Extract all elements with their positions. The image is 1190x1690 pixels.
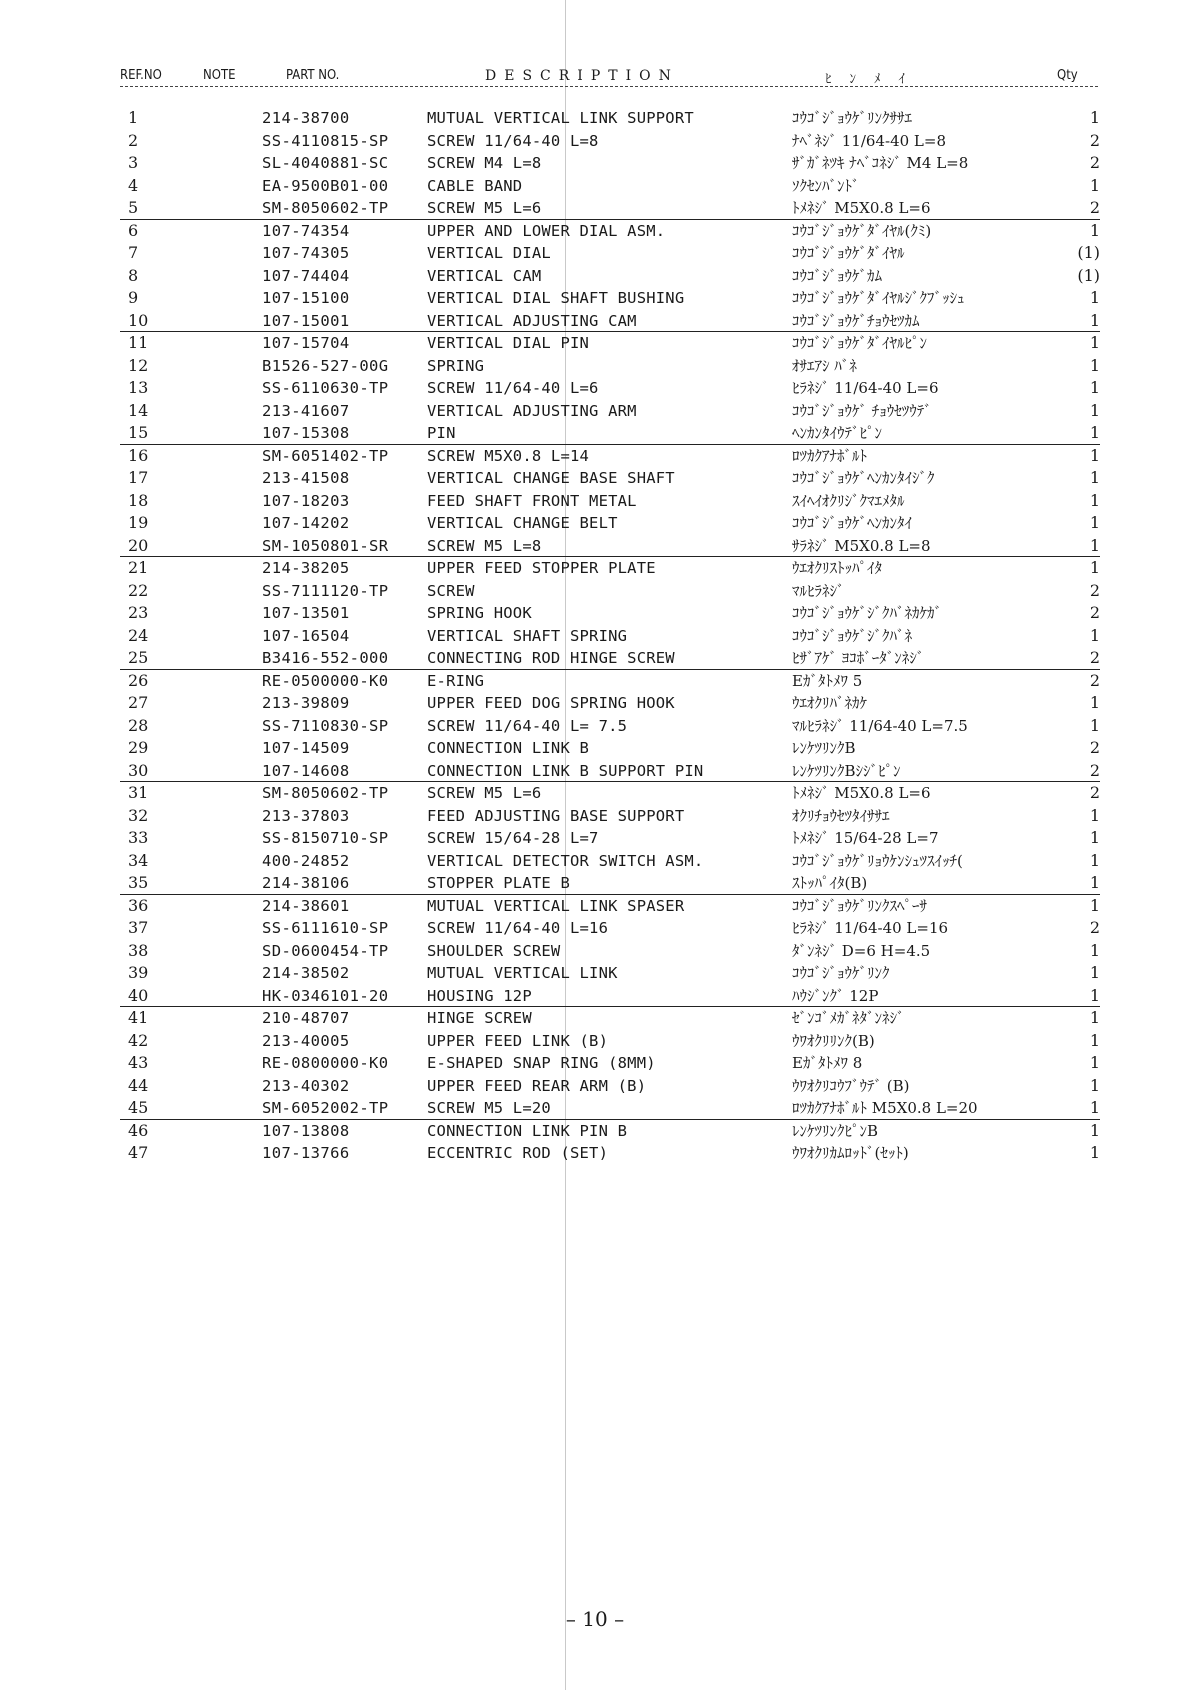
row-description: SCREW M5 L=6 bbox=[427, 199, 542, 217]
row-qty: 1 bbox=[1089, 558, 1100, 577]
row-qty: 1 bbox=[1089, 1120, 1100, 1140]
row-ref-no: 25 bbox=[128, 648, 149, 667]
table-row bbox=[0, 895, 1190, 918]
row-kana-name: ﾛﾂｶｸｱﾅﾎﾞﾙﾄ M5X0.8 L=20 bbox=[792, 1099, 978, 1117]
row-description: UPPER AND LOWER DIAL ASM. bbox=[427, 221, 666, 240]
row-ref-no: 13 bbox=[128, 378, 149, 397]
row-kana-name: ｺｳｺﾞｼﾞｮｳｹﾞ ﾁｮｳｾﾂｳﾃﾞ bbox=[792, 401, 932, 420]
row-kana-name: ﾍﾝｶﾝﾀｲｳﾃﾞﾋﾟﾝ bbox=[792, 424, 883, 442]
row-qty: 1 bbox=[1089, 850, 1100, 870]
row-part-no: 107-15100 bbox=[262, 289, 350, 307]
row-description: VERTICAL SHAFT SPRING bbox=[427, 626, 628, 645]
row-part-no: SM-8050602-TP bbox=[262, 784, 389, 802]
row-qty: 1 bbox=[1089, 220, 1100, 240]
row-ref-no: 44 bbox=[128, 1075, 149, 1095]
table-row bbox=[0, 1142, 1190, 1165]
row-ref-no: 11 bbox=[128, 333, 149, 352]
table-row bbox=[0, 422, 1190, 445]
row-ref-no: 8 bbox=[128, 265, 139, 285]
row-ref-no: 5 bbox=[128, 198, 139, 217]
row-description: VERTICAL CHANGE BELT bbox=[427, 514, 618, 532]
row-part-no: 213-40005 bbox=[262, 1031, 350, 1050]
row-description: ECCENTRIC ROD (SET) bbox=[427, 1144, 609, 1162]
table-row bbox=[0, 287, 1190, 310]
row-kana-name: ｳｴｵｸﾘｽﾄｯﾊﾟｲﾀ bbox=[792, 559, 883, 577]
group-separator bbox=[120, 1006, 1100, 1007]
row-ref-no: 30 bbox=[128, 760, 149, 780]
row-ref-no: 9 bbox=[128, 288, 139, 307]
table-row bbox=[0, 647, 1190, 670]
row-ref-no: 16 bbox=[128, 445, 149, 465]
row-part-no: 107-15308 bbox=[262, 424, 350, 442]
table-row bbox=[0, 760, 1190, 783]
table-row bbox=[0, 1030, 1190, 1053]
table-row bbox=[0, 355, 1190, 378]
row-part-no: 107-74404 bbox=[262, 266, 350, 285]
row-qty: 2 bbox=[1089, 648, 1100, 667]
row-qty: 1 bbox=[1089, 310, 1100, 330]
row-qty: 1 bbox=[1089, 895, 1100, 915]
table-row bbox=[0, 715, 1190, 738]
row-kana-name: ｺｳｺﾞｼﾞｮｳｹﾞﾍﾝｶﾝﾀｲ bbox=[792, 514, 913, 532]
row-description: SCREW 15/64-28 L=7 bbox=[427, 829, 599, 847]
row-kana-name: ｾﾞﾝｺﾞﾒｶﾞﾈﾀﾞﾝﾈｼﾞ bbox=[792, 1009, 905, 1027]
row-kana-name: ｺｳｺﾞｼﾞｮｳｹﾞﾀﾞｲﾔﾙﾋﾟﾝ bbox=[792, 334, 928, 352]
row-description: UPPER FEED REAR ARM (B) bbox=[427, 1076, 647, 1095]
row-description: VERTICAL DIAL bbox=[427, 244, 551, 262]
row-qty: 1 bbox=[1089, 423, 1100, 442]
row-ref-no: 36 bbox=[128, 895, 149, 915]
row-part-no: 107-74354 bbox=[262, 221, 350, 240]
table-row bbox=[0, 175, 1190, 198]
row-kana-name: ﾚﾝｹﾂﾘﾝｸﾋﾟﾝB bbox=[792, 1121, 879, 1140]
row-ref-no: 42 bbox=[128, 1030, 149, 1050]
table-row bbox=[0, 625, 1190, 648]
row-kana-name: ﾋﾗﾈｼﾞ 11/64-40 L=16 bbox=[792, 919, 949, 937]
group-separator bbox=[120, 894, 1100, 895]
row-ref-no: 35 bbox=[128, 873, 149, 892]
row-kana-name: ｺｳｺﾞｼﾞｮｳｹﾞﾘﾝｸｽﾍﾟｰｻ bbox=[792, 896, 928, 915]
row-description: SCREW M5X0.8 L=14 bbox=[427, 446, 590, 465]
row-part-no: 107-16504 bbox=[262, 626, 350, 645]
header-part-no: PART NO. bbox=[286, 68, 340, 83]
row-part-no: 107-14608 bbox=[262, 761, 350, 780]
row-qty: 1 bbox=[1089, 1098, 1100, 1117]
group-separator bbox=[120, 781, 1100, 782]
table-row bbox=[0, 197, 1190, 220]
row-qty: 2 bbox=[1089, 760, 1100, 780]
table-row bbox=[0, 445, 1190, 468]
row-description: HOUSING 12P bbox=[427, 986, 532, 1005]
row-part-no: SL-4040881-SC bbox=[262, 154, 389, 172]
row-qty: 1 bbox=[1089, 175, 1100, 195]
table-row bbox=[0, 107, 1190, 130]
row-part-no: SS-7111120-TP bbox=[262, 581, 389, 600]
row-qty: 1 bbox=[1089, 805, 1100, 825]
table-row bbox=[0, 1052, 1190, 1075]
table-row bbox=[0, 220, 1190, 243]
row-description: SPRING HOOK bbox=[427, 604, 532, 622]
row-kana-name: ｳﾜｵｸﾘﾘﾝｸ(B) bbox=[792, 1031, 875, 1050]
row-ref-no: 46 bbox=[128, 1120, 149, 1140]
row-description: UPPER FEED LINK (B) bbox=[427, 1031, 609, 1050]
group-separator bbox=[120, 669, 1100, 670]
row-part-no: 214-38700 bbox=[262, 109, 350, 127]
row-description: UPPER FEED STOPPER PLATE bbox=[427, 559, 656, 577]
table-row bbox=[0, 917, 1190, 940]
row-description: VERTICAL DETECTOR SWITCH ASM. bbox=[427, 851, 704, 870]
row-part-no: 213-41508 bbox=[262, 469, 350, 487]
row-qty: 1 bbox=[1089, 400, 1100, 420]
row-qty: 1 bbox=[1089, 355, 1100, 375]
row-kana-name: ﾄﾒﾈｼﾞ M5X0.8 L=6 bbox=[792, 199, 931, 217]
row-ref-no: 20 bbox=[128, 535, 149, 555]
row-ref-no: 22 bbox=[128, 580, 149, 600]
row-part-no: EA-9500B01-00 bbox=[262, 176, 389, 195]
table-row bbox=[0, 557, 1190, 580]
table-row bbox=[0, 602, 1190, 625]
row-kana-name: ｳﾜｵｸﾘｶﾑﾛｯﾄﾞ(ｾｯﾄ) bbox=[792, 1144, 909, 1162]
row-kana-name: ｵｸﾘﾁｮｳｾﾂﾀｲｻｻｴ bbox=[792, 806, 890, 825]
row-part-no: SS-6111610-SP bbox=[262, 919, 389, 937]
row-part-no: SM-1050801-SR bbox=[262, 536, 389, 555]
row-description: VERTICAL DIAL SHAFT BUSHING bbox=[427, 289, 685, 307]
row-description: VERTICAL DIAL PIN bbox=[427, 334, 590, 352]
row-kana-name: ﾊｳｼﾞﾝｸﾞ 12P bbox=[792, 986, 879, 1005]
table-row bbox=[0, 490, 1190, 513]
row-part-no: 107-15001 bbox=[262, 311, 350, 330]
row-ref-no: 15 bbox=[128, 423, 149, 442]
row-kana-name: ﾄﾒﾈｼﾞ 15/64-28 L=7 bbox=[792, 829, 939, 847]
row-description: SCREW 11/64-40 L=6 bbox=[427, 379, 599, 397]
table-row bbox=[0, 805, 1190, 828]
row-part-no: RE-0800000-K0 bbox=[262, 1054, 389, 1072]
row-ref-no: 17 bbox=[128, 468, 149, 487]
row-part-no: 107-18203 bbox=[262, 491, 350, 510]
header-kana-name: ﾋﾝﾒｲ bbox=[825, 72, 923, 87]
row-description: SCREW M4 L=8 bbox=[427, 154, 542, 172]
row-ref-no: 3 bbox=[128, 153, 139, 172]
row-part-no: SS-6110630-TP bbox=[262, 379, 389, 397]
row-description: SCREW M5 L=20 bbox=[427, 1099, 551, 1117]
row-ref-no: 24 bbox=[128, 625, 149, 645]
table-row bbox=[0, 782, 1190, 805]
row-qty: 2 bbox=[1089, 738, 1100, 757]
row-kana-name: ｺｳｺﾞｼﾞｮｳｹﾞﾘﾝｸｻｻｴ bbox=[792, 109, 913, 127]
row-part-no: 107-13808 bbox=[262, 1121, 350, 1140]
row-description: CONNECTION LINK B SUPPORT PIN bbox=[427, 761, 704, 780]
row-ref-no: 4 bbox=[128, 175, 139, 195]
row-ref-no: 18 bbox=[128, 490, 149, 510]
row-kana-name: ﾋﾗﾈｼﾞ 11/64-40 L=6 bbox=[792, 379, 939, 397]
row-description: MUTUAL VERTICAL LINK bbox=[427, 964, 618, 982]
row-qty: 1 bbox=[1089, 963, 1100, 982]
table-row bbox=[0, 512, 1190, 535]
row-ref-no: 40 bbox=[128, 985, 149, 1005]
row-ref-no: 7 bbox=[128, 243, 139, 262]
row-ref-no: 27 bbox=[128, 693, 149, 712]
row-ref-no: 21 bbox=[128, 558, 149, 577]
row-kana-name: ｵｻｴｱｼ ﾊﾞﾈ bbox=[792, 356, 857, 375]
row-qty: 1 bbox=[1089, 1075, 1100, 1095]
row-qty: 1 bbox=[1089, 873, 1100, 892]
group-separator bbox=[120, 219, 1100, 220]
row-ref-no: 1 bbox=[128, 108, 139, 127]
row-description: VERTICAL ADJUSTING ARM bbox=[427, 401, 637, 420]
row-qty: 2 bbox=[1089, 153, 1100, 172]
row-part-no: SM-6052002-TP bbox=[262, 1099, 389, 1117]
header-dashed-rule bbox=[120, 86, 1098, 87]
row-ref-no: 19 bbox=[128, 513, 149, 532]
row-ref-no: 45 bbox=[128, 1098, 149, 1117]
row-kana-name: ｺｳｺﾞｼﾞｮｳｹﾞﾀﾞｲﾔﾙｼﾞｸﾌﾞｯｼｭ bbox=[792, 289, 965, 307]
table-row bbox=[0, 310, 1190, 333]
table-row bbox=[0, 265, 1190, 288]
row-part-no: 213-40302 bbox=[262, 1076, 350, 1095]
row-ref-no: 37 bbox=[128, 918, 149, 937]
row-description: SCREW M5 L=6 bbox=[427, 784, 542, 802]
row-part-no: SM-6051402-TP bbox=[262, 446, 389, 465]
row-kana-name: ﾀﾞﾝﾈｼﾞ D=6 H=4.5 bbox=[792, 941, 931, 960]
row-kana-name: ｳﾜｵｸﾘｺｳﾌﾞｳﾃﾞ (B) bbox=[792, 1076, 910, 1095]
table-row bbox=[0, 1007, 1190, 1030]
row-description: VERTICAL CAM bbox=[427, 266, 542, 285]
row-part-no: 107-14509 bbox=[262, 739, 350, 757]
group-separator bbox=[120, 444, 1100, 445]
row-qty: 1 bbox=[1089, 1143, 1100, 1162]
row-kana-name: ﾏﾙﾋﾗﾈｼﾞ 11/64-40 L=7.5 bbox=[792, 716, 968, 735]
row-kana-name: ｻﾗﾈｼﾞ M5X0.8 L=8 bbox=[792, 536, 931, 555]
row-ref-no: 38 bbox=[128, 940, 149, 960]
table-row bbox=[0, 962, 1190, 985]
row-description: SCREW M5 L=8 bbox=[427, 536, 542, 555]
row-part-no: 400-24852 bbox=[262, 851, 350, 870]
row-qty: 1 bbox=[1089, 940, 1100, 960]
table-row bbox=[0, 535, 1190, 558]
table-row bbox=[0, 467, 1190, 490]
row-kana-name: ﾚﾝｹﾂﾘﾝｸBｼｼﾞﾋﾟﾝ bbox=[792, 761, 901, 780]
row-kana-name: ｺｳｺﾞｼﾞｮｳｹﾞﾍﾝｶﾝﾀｲｼﾞｸ bbox=[792, 469, 935, 487]
row-kana-name: ﾅﾍﾞﾈｼﾞ 11/64-40 L=8 bbox=[792, 131, 946, 150]
row-part-no: B3416-552-000 bbox=[262, 649, 389, 667]
row-part-no: B1526-527-00G bbox=[262, 356, 389, 375]
row-kana-name: ｺｳｺﾞｼﾞｮｳｹﾞｶﾑ bbox=[792, 266, 883, 285]
row-ref-no: 10 bbox=[128, 310, 149, 330]
table-row bbox=[0, 332, 1190, 355]
row-description: CONNECTING ROD HINGE SCREW bbox=[427, 649, 675, 667]
row-qty: 1 bbox=[1089, 513, 1100, 532]
row-description: SCREW bbox=[427, 581, 475, 600]
row-kana-name: ｽﾄｯﾊﾟｲﾀ(B) bbox=[792, 874, 868, 892]
row-ref-no: 43 bbox=[128, 1053, 149, 1072]
row-part-no: 213-39809 bbox=[262, 694, 350, 712]
row-kana-name: Eｶﾞﾀﾄﾒﾜ 5 bbox=[792, 671, 863, 690]
row-part-no: SD-0600454-TP bbox=[262, 941, 389, 960]
row-kana-name: ｺｳｺﾞｼﾞｮｳｹﾞﾘｮｳｹﾝｼｭﾂｽｲｯﾁ( bbox=[792, 851, 963, 870]
row-ref-no: 28 bbox=[128, 715, 149, 735]
row-qty: 1 bbox=[1089, 985, 1100, 1005]
row-part-no: 214-38106 bbox=[262, 874, 350, 892]
row-description: E-RING bbox=[427, 671, 485, 690]
row-kana-name: ｺｳｺﾞｼﾞｮｳｹﾞﾀﾞｲﾔﾙ(ｸﾐ) bbox=[792, 221, 932, 240]
row-description: SPRING bbox=[427, 356, 485, 375]
row-description: HINGE SCREW bbox=[427, 1009, 532, 1027]
row-ref-no: 33 bbox=[128, 828, 149, 847]
row-qty: 1 bbox=[1089, 108, 1100, 127]
table-row bbox=[0, 850, 1190, 873]
row-kana-name: ﾄﾒﾈｼﾞ M5X0.8 L=6 bbox=[792, 784, 931, 802]
row-ref-no: 29 bbox=[128, 738, 149, 757]
row-ref-no: 31 bbox=[128, 783, 149, 802]
row-qty: 1 bbox=[1089, 625, 1100, 645]
row-part-no: 107-13766 bbox=[262, 1144, 350, 1162]
row-qty: 2 bbox=[1089, 603, 1100, 622]
header-ref-no: REF.NO bbox=[120, 68, 162, 83]
row-description: MUTUAL VERTICAL LINK SUPPORT bbox=[427, 109, 694, 127]
row-part-no: RE-0500000-K0 bbox=[262, 671, 389, 690]
row-ref-no: 32 bbox=[128, 805, 149, 825]
row-ref-no: 26 bbox=[128, 670, 149, 690]
table-row bbox=[0, 130, 1190, 153]
page-number: – 10 – bbox=[565, 1607, 625, 1631]
row-description: PIN bbox=[427, 424, 456, 442]
table-row bbox=[0, 985, 1190, 1008]
row-qty: 1 bbox=[1089, 535, 1100, 555]
row-description: CONNECTION LINK PIN B bbox=[427, 1121, 628, 1140]
table-row bbox=[0, 242, 1190, 265]
row-part-no: 107-13501 bbox=[262, 604, 350, 622]
row-part-no: SS-7110830-SP bbox=[262, 716, 389, 735]
row-part-no: SS-4110815-SP bbox=[262, 131, 389, 150]
row-kana-name: ｺｳｺﾞｼﾞｮｳｹﾞﾀﾞｲﾔﾙ bbox=[792, 244, 905, 262]
row-kana-name: ﾚﾝｹﾂﾘﾝｸB bbox=[792, 739, 856, 757]
table-row bbox=[0, 1075, 1190, 1098]
row-qty: 1 bbox=[1089, 715, 1100, 735]
row-qty: 1 bbox=[1089, 1053, 1100, 1072]
row-qty: 1 bbox=[1089, 288, 1100, 307]
row-ref-no: 41 bbox=[128, 1008, 149, 1027]
row-description: SCREW 11/64-40 L= 7.5 bbox=[427, 716, 628, 735]
row-description: E-SHAPED SNAP RING (8MM) bbox=[427, 1054, 656, 1072]
row-kana-name: ｿｸｾﾝﾊﾞﾝﾄﾞ bbox=[792, 176, 860, 195]
row-description: SHOULDER SCREW bbox=[427, 941, 561, 960]
group-separator bbox=[120, 556, 1100, 557]
row-qty: 1 bbox=[1089, 378, 1100, 397]
group-separator bbox=[120, 331, 1100, 332]
header-qty: Qty bbox=[1057, 68, 1078, 83]
row-qty: 2 bbox=[1089, 918, 1100, 937]
row-qty: 2 bbox=[1089, 670, 1100, 690]
row-qty: 1 bbox=[1089, 1030, 1100, 1050]
row-qty: 2 bbox=[1089, 130, 1100, 150]
row-qty: 1 bbox=[1089, 693, 1100, 712]
row-part-no: HK-0346101-20 bbox=[262, 986, 389, 1005]
row-description: VERTICAL CHANGE BASE SHAFT bbox=[427, 469, 675, 487]
row-ref-no: 39 bbox=[128, 963, 149, 982]
table-row bbox=[0, 737, 1190, 760]
row-description: CABLE BAND bbox=[427, 176, 523, 195]
row-part-no: 214-38601 bbox=[262, 896, 350, 915]
row-description: UPPER FEED DOG SPRING HOOK bbox=[427, 694, 675, 712]
row-ref-no: 2 bbox=[128, 130, 139, 150]
row-description: SCREW 11/64-40 L=16 bbox=[427, 919, 609, 937]
table-row bbox=[0, 377, 1190, 400]
table-row bbox=[0, 152, 1190, 175]
row-qty: 2 bbox=[1089, 783, 1100, 802]
table-row bbox=[0, 872, 1190, 895]
table-row bbox=[0, 692, 1190, 715]
row-kana-name: Eｶﾞﾀﾄﾒﾜ 8 bbox=[792, 1054, 863, 1072]
row-part-no: 107-74305 bbox=[262, 244, 350, 262]
row-part-no: 213-41607 bbox=[262, 401, 350, 420]
row-ref-no: 23 bbox=[128, 603, 149, 622]
row-part-no: 210-48707 bbox=[262, 1009, 350, 1027]
table-row bbox=[0, 1097, 1190, 1120]
row-kana-name: ｺｳｺﾞｼﾞｮｳｹﾞｼﾞｸﾊﾞﾈ bbox=[792, 626, 913, 645]
row-kana-name: ｺｳｺﾞｼﾞｮｳｹﾞｼﾞｸﾊﾞﾈｶｹｶﾞ bbox=[792, 604, 943, 622]
table-row bbox=[0, 400, 1190, 423]
row-description: VERTICAL ADJUSTING CAM bbox=[427, 311, 637, 330]
row-kana-name: ｳｴｵｸﾘﾊﾞﾈｶｹ bbox=[792, 694, 868, 712]
row-description: MUTUAL VERTICAL LINK SPASER bbox=[427, 896, 685, 915]
row-kana-name: ﾛﾂｶｸｱﾅﾎﾞﾙﾄ bbox=[792, 446, 868, 465]
row-part-no: 213-37803 bbox=[262, 806, 350, 825]
row-qty: 2 bbox=[1089, 198, 1100, 217]
row-qty: 1 bbox=[1089, 445, 1100, 465]
table-row bbox=[0, 580, 1190, 603]
row-kana-name: ｽｲﾍｲｵｸﾘｼﾞｸﾏｴﾒﾀﾙ bbox=[792, 491, 905, 510]
row-ref-no: 34 bbox=[128, 850, 149, 870]
row-part-no: 107-14202 bbox=[262, 514, 350, 532]
row-part-no: 214-38502 bbox=[262, 964, 350, 982]
row-ref-no: 6 bbox=[128, 220, 139, 240]
row-kana-name: ﾏﾙﾋﾗﾈｼﾞ bbox=[792, 581, 845, 600]
row-qty: 1 bbox=[1089, 1008, 1100, 1027]
row-description: FEED ADJUSTING BASE SUPPORT bbox=[427, 806, 685, 825]
row-description: STOPPER PLATE B bbox=[427, 874, 570, 892]
table-row bbox=[0, 670, 1190, 693]
row-part-no: 214-38205 bbox=[262, 559, 350, 577]
row-kana-name: ﾋｻﾞｱｹﾞ ﾖｺﾎﾞｰﾀﾞﾝﾈｼﾞ bbox=[792, 649, 925, 667]
group-separator bbox=[120, 1119, 1100, 1120]
row-ref-no: 12 bbox=[128, 355, 149, 375]
row-qty: 1 bbox=[1089, 490, 1100, 510]
row-description: FEED SHAFT FRONT METAL bbox=[427, 491, 637, 510]
table-row bbox=[0, 940, 1190, 963]
header-description: DESCRIPTION bbox=[485, 68, 679, 84]
row-qty: 2 bbox=[1089, 580, 1100, 600]
row-description: CONNECTION LINK B bbox=[427, 739, 590, 757]
row-kana-name: ｺｳｺﾞｼﾞｮｳｹﾞﾘﾝｸ bbox=[792, 964, 890, 982]
row-kana-name: ｻﾞｶﾞﾈﾂｷ ﾅﾍﾞｺﾈｼﾞ M4 L=8 bbox=[792, 154, 969, 172]
row-part-no: SS-8150710-SP bbox=[262, 829, 389, 847]
row-qty: 1 bbox=[1089, 468, 1100, 487]
table-row bbox=[0, 827, 1190, 850]
row-part-no: 107-15704 bbox=[262, 334, 350, 352]
row-qty: 1 bbox=[1089, 333, 1100, 352]
row-qty: (1) bbox=[1077, 243, 1100, 262]
row-qty: (1) bbox=[1077, 265, 1100, 285]
row-ref-no: 47 bbox=[128, 1143, 149, 1162]
row-kana-name: ｺｳｺﾞｼﾞｮｳｹﾞﾁｮｳｾﾂｶﾑ bbox=[792, 311, 920, 330]
row-part-no: SM-8050602-TP bbox=[262, 199, 389, 217]
row-qty: 1 bbox=[1089, 828, 1100, 847]
row-ref-no: 14 bbox=[128, 400, 149, 420]
row-description: SCREW 11/64-40 L=8 bbox=[427, 131, 599, 150]
table-row bbox=[0, 1120, 1190, 1143]
header-note: NOTE bbox=[203, 68, 236, 83]
